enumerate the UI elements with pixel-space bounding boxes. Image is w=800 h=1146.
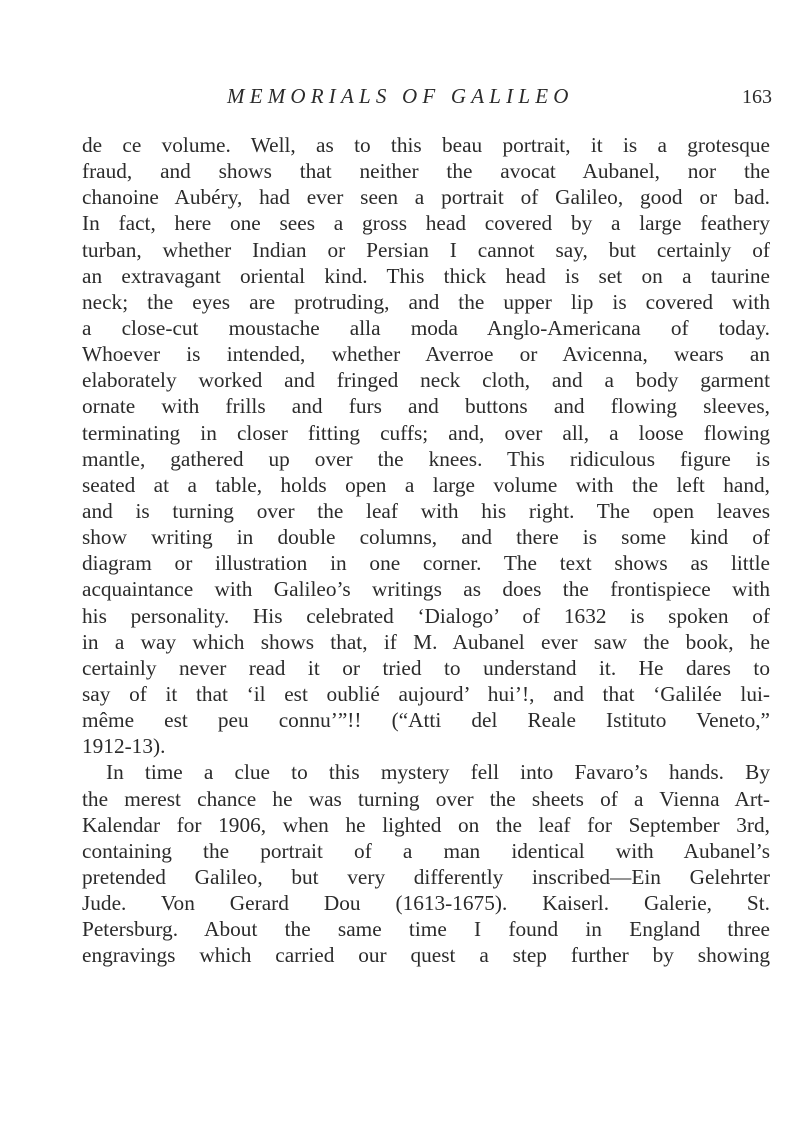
text-line: a close-cut moustache alla moda Anglo-Americana of today. <box>82 315 770 340</box>
text-line: seated at a table, holds open a large volume with the left hand, <box>82 472 770 497</box>
text-line: show writing in double columns, and there is some kind of <box>82 525 770 550</box>
paragraph <box>82 759 770 968</box>
text-line: Jude. Von Gerard Dou (1613-1675). Kaiserl. Galerie, St. <box>82 891 770 916</box>
text-line: terminating in closer fitting cuffs; and, over all, a loose flowing <box>82 420 770 445</box>
text-line: the merest chance he was turning over the sheets of a Vienna Art- <box>82 786 770 811</box>
text-line: his personality. His celebrated ‘Dialogo’ of 1632 is spoken of <box>82 603 770 628</box>
paragraph <box>82 132 770 759</box>
text-line: diagram or illustration in one corner. The text shows as little <box>82 551 770 576</box>
text-line: an extravagant oriental kind. This thick head is set on a taurine <box>82 263 770 288</box>
text-line: même est peu connu’”!! (“Atti del Reale Istituto Veneto,” <box>82 708 770 733</box>
running-title: MEMORIALS OF GALILEO <box>227 84 574 108</box>
text-line: fraud, and shows that neither the avocat Aubanel, nor the <box>82 159 770 184</box>
text-line: containing the portrait of a man identical with Aubanel’s <box>82 838 770 863</box>
text-line: certainly never read it or tried to understand it. He dares to <box>82 655 770 680</box>
text-line: acquaintance with Galileo’s writings as does the frontispiece with <box>82 577 770 602</box>
text-line: engravings which carried our quest a step further by showing <box>82 943 770 968</box>
running-head <box>82 84 772 114</box>
text-line: neck; the eyes are protruding, and the upper lip is covered with <box>82 289 770 314</box>
text-line: say of it that ‘il est oublié aujourd’ hui’!, and that ‘Galilée lui- <box>82 681 770 706</box>
text-line: pretended Galileo, but very differently inscribed—Ein Gelehrter <box>82 864 770 889</box>
text-line: and is turning over the leaf with his right. The open leaves <box>82 498 770 523</box>
text-line: Whoever is intended, whether Averroe or Avicenna, wears an <box>82 342 770 367</box>
text-line: in a way which shows that, if M. Aubanel ever saw the book, he <box>82 629 770 654</box>
text-line: In time a clue to this mystery fell into Favaro’s hands. By <box>106 760 770 785</box>
text-line: Kalendar for 1906, when he lighted on the leaf for September 3rd, <box>82 812 770 837</box>
text-line: de ce volume. Well, as to this beau portrait, it is a grotesque <box>82 133 770 157</box>
text-line: elaborately worked and fringed neck cloth, and a body garment <box>82 368 770 393</box>
text-line: In fact, here one sees a gross head covered by a large feathery <box>82 211 770 236</box>
text-line: mantle, gathered up over the knees. This ridiculous figure is <box>82 446 770 471</box>
text-line: Petersburg. About the same time I found in England three <box>82 917 770 942</box>
text-line: 1912-13). <box>82 734 166 759</box>
text-line: turban, whether Indian or Persian I cannot say, but certainly of <box>82 237 770 262</box>
text-line: ornate with frills and furs and buttons and flowing sleeves, <box>82 394 770 419</box>
text-line: chanoine Aubéry, had ever seen a portrait of Galileo, good or bad. <box>82 185 770 210</box>
body-text <box>82 132 770 969</box>
page-number: 163 <box>742 86 772 108</box>
